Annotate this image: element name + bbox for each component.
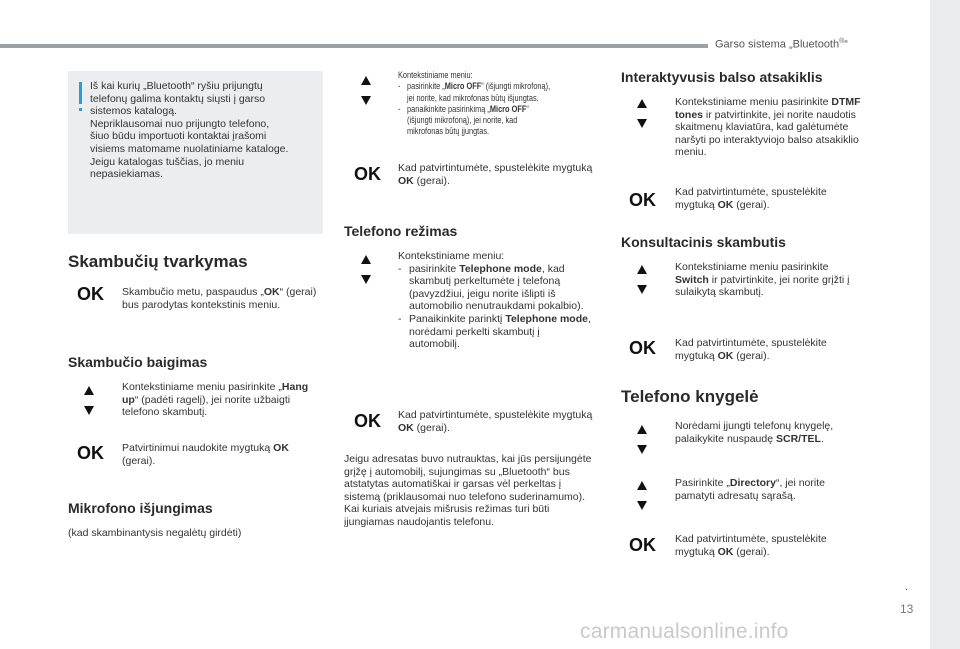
- ok-button-icon: OK: [77, 443, 104, 463]
- info-note: [68, 71, 323, 234]
- phonebook-text: Norėdami įjungti telefonų knygelę, palaikykite nuspaudę SCR/TEL.: [675, 420, 834, 445]
- phonebook-confirm: Kad patvirtintumėte, spustelėkite mygtuką OK (gerai).: [675, 533, 827, 558]
- ok-button-icon: OK: [629, 338, 656, 358]
- mic-off-title: Mikrofono išjungimas: [68, 500, 213, 516]
- directory-text: Pasirinkite „Directory“, jei norite pamatyti adresatų sąrašą.: [675, 477, 825, 502]
- consult-call-confirm: Kad patvirtintumėte, spustelėkite mygtuką OK (gerai).: [675, 337, 827, 362]
- side-marker: .: [905, 581, 909, 593]
- info-icon-dot: [79, 108, 82, 111]
- ok-button-icon: OK: [354, 411, 381, 431]
- end-call-confirm: Patvirtinimui naudokite mygtuką OK (gerai).: [122, 442, 289, 467]
- end-call-text: Kontekstiniame meniu pasirinkite „Hang up“ (padėti ragelį), jei norite užbaigti telefono skambutį.: [122, 381, 309, 419]
- up-down-arrows-icon: [636, 265, 650, 299]
- phone-mode-text: Kontekstiniame meniu: - pasirinkite Telephone mode, kad skambutį perkeltumėte į telefoną (pavyzdžiui, jeigu norite išlipti iš automobilio nenutraukdami pokalbio). - Panaikinkite parinktį Telephone mode, norėdami perkelti skambutį į automobilį.: [398, 250, 591, 351]
- phone-mode-title: Telefono režimas: [344, 223, 458, 239]
- info-note-text: Iš kai kurių „Bluetooth“ ryšiu prijungtų telefonų galima kontaktų siųsti į garso sistemos katalogą. Nepriklausomai nuo prijungto telefono, šiuo būdu importuoti kontaktai įrašomi visiems matomame nuolatiniame kataloge. Jeigu katalogas tuščias, jo meniu nepasiekiamas.: [90, 80, 289, 181]
- ok-button-icon: OK: [77, 284, 104, 304]
- up-down-arrows-icon: [360, 255, 374, 289]
- mic-menu-text: Kontekstiniame meniu: - pasirinkite „Micro OFF“ (išjungti mikrofoną), jei norite, kad mikrofonas būtų išjungtas. - panaikinkite pasirinkimą „Micro OFF“ (išjungti mikrofoną), jei norite, kad mikrofonas būtų įjungtas.: [398, 70, 551, 137]
- consult-call-text: Kontekstiniame meniu pasirinkite Switch ir patvirtinkite, jei norite grįžti į sulaikytą skambutį.: [675, 261, 850, 299]
- header-rule: [0, 44, 708, 48]
- phone-mode-paragraph: Jeigu adresatas buvo nutrauktas, kai jūs persijungėte grįžę į automobilį, sujungimas su „Bluetooth“ bus atstatytas automatiškai ir garsas vėl perkeltas į sistemą (priklausomai nuo telefono suderinamumo). Kai kuriais atvejais mišrusis režimas turi būti įjungiamas naudojantis telefonu.: [344, 453, 592, 528]
- up-down-arrows-icon: [636, 425, 650, 459]
- up-down-arrows-icon: [83, 386, 97, 420]
- phonebook-title: Telefono knygelė: [621, 387, 759, 406]
- phone-mode-confirm: Kad patvirtintumėte, spustelėkite mygtuką OK (gerai).: [398, 409, 593, 434]
- up-down-arrows-icon: [636, 481, 650, 515]
- ok-button-icon: OK: [354, 164, 381, 184]
- page-sidebar: [930, 0, 960, 649]
- mic-confirm-text: Kad patvirtintumėte, spustelėkite mygtuką OK (gerai).: [398, 162, 593, 187]
- ivr-text: Kontekstiniame meniu pasirinkite DTMF tones ir patvirtinkite, jei norite naudotis skaitmenų klaviatūra, kad galėtumėte naršyti po interaktyviojo balso atsakiklio meniu.: [675, 96, 861, 159]
- ok-button-icon: OK: [629, 190, 656, 210]
- section-header-title: Garso sistema „Bluetooth®“: [715, 38, 848, 51]
- end-call-title: Skambučio baigimas: [68, 354, 208, 370]
- watermark: carmanualsonline.info: [580, 620, 789, 643]
- consult-call-title: Konsultacinis skambutis: [621, 234, 786, 250]
- page-number: 13: [900, 602, 914, 616]
- ivr-title: Interaktyvusis balso atsakiklis: [621, 69, 823, 85]
- ivr-confirm: Kad patvirtintumėte, spustelėkite mygtuką OK (gerai).: [675, 186, 827, 211]
- ok-button-icon: OK: [629, 535, 656, 555]
- call-management-title: Skambučių tvarkymas: [68, 252, 248, 271]
- up-down-arrows-icon: [636, 99, 650, 133]
- up-down-arrows-icon: [360, 76, 374, 110]
- info-icon: [79, 82, 82, 104]
- mic-off-text: (kad skambinantysis negalėtų girdėti): [68, 527, 242, 539]
- call-management-text: Skambučio metu, paspaudus „OK“ (gerai) bus parodytas kontekstinis meniu.: [122, 286, 317, 311]
